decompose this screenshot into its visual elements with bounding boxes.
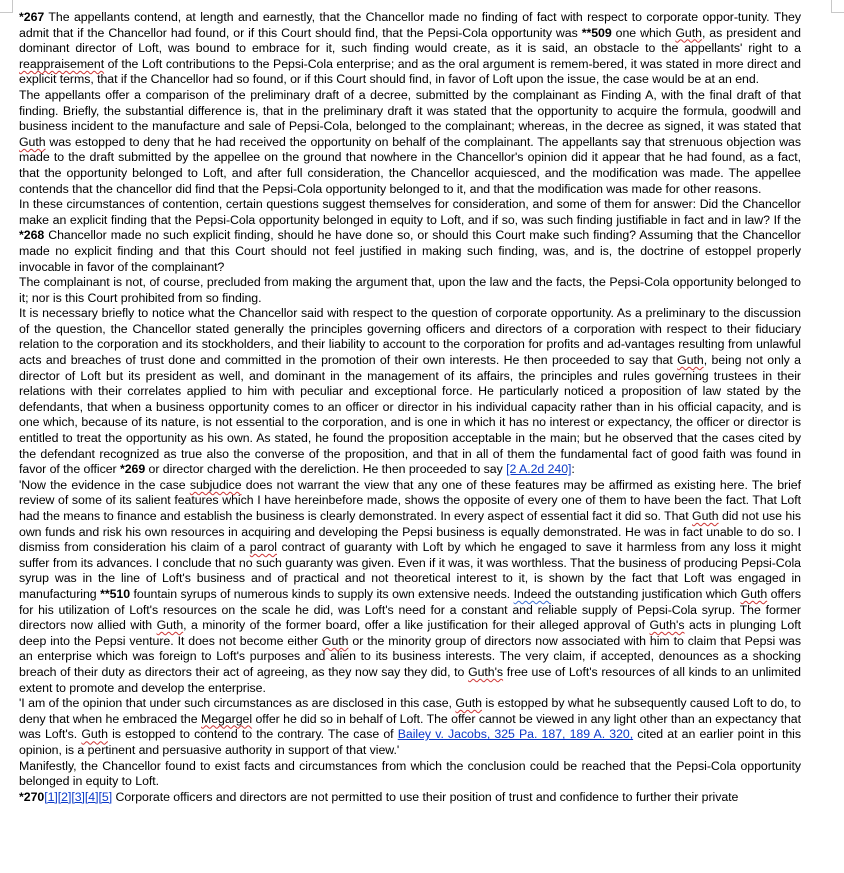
page-marker: *268 (19, 228, 45, 243)
paragraph (19, 790, 801, 806)
spellcheck-flagged-word: Guth's (649, 618, 685, 633)
spellcheck-flagged-word: parol (249, 540, 277, 555)
paragraph (19, 10, 801, 88)
paragraph (19, 197, 801, 275)
text-run: Chancellor made no such explicit finding, should he have done so, or should this Court make such finding? Assuming that the Chancellor made no explicit finding and that this Court should not feel justified in making such finding, was, and is, the doctrine of estoppel properly invocable in favor of the complainant? (19, 228, 801, 274)
text-run: offers for his utilization of Loft's resources on the scale he did, was Loft's need for a constant and reliable supply of Pepsi-Cola syrup. The former directors now allied with (19, 586, 801, 633)
text-run: was estopped to deny that he had received the opportunity on behalf of the complainant. The appellants say that strenuous objection was made to the draft submitted by the appellee on the ground that nowhere in the Chancellor's opinion did it appear that he had found, as a fact, that the opportunity belonged to Loft, and after full consideration, the Chancellor acquiesced, and the modification was made. The appellee contends that the chancellor did find that the Pepsi-Cola opportunity belonged to it, and that the modification was made for other reasons. (19, 134, 801, 196)
paragraph (19, 306, 801, 478)
text-run: does not warrant the view that any one of these features may be affirmed as existing here. The brief review of some of its salient features which I have hereinbefore made, shows the opposite of every one of them to have been the fact. That Loft had the means to finance and establish the business is clearly demonstrated. In every aspect of essential fact it did so. That (19, 477, 801, 523)
spellcheck-flagged-word: Indeed (513, 586, 552, 601)
citation-link[interactable]: [2 A.2d 240] (506, 462, 572, 477)
text-run: The appellants contend, at length and earnestly, that the Chancellor made no finding of fact with respect to corporate oppor-tunity. They admit that if the Chancellor had found, or if this Court should find, that the Pepsi-Cola opportunity was (19, 10, 801, 40)
paragraph (19, 759, 801, 790)
text-run: one which (611, 25, 676, 40)
spellcheck-flagged-word: Guth (321, 633, 349, 648)
text-run: of the Loft contributions to the Pepsi-Cola enterprise; and as the oral argument is remem-bered, it was stated in more direct and explicit terms, that if the Chancellor had so found, or if this Court should find, in favor of Loft upon the issue, the case would be at an end. (19, 56, 801, 87)
document-body (19, 10, 801, 805)
text-run: is estopped to contend to the contrary. The case of (107, 727, 398, 742)
text-run: or director charged with the dereliction. He then proceeded to say (145, 462, 507, 477)
page-marker: *269 (119, 462, 146, 477)
spellcheck-flagged-word: Guth (156, 618, 184, 633)
page-corner-mark-right (831, 0, 844, 13)
citation-link[interactable]: Bailey v. Jacobs, 325 Pa. 187, 189 A. 320, (397, 727, 634, 742)
text-run: , being not only a director of Loft but its president as well, and dominant in the management of its affairs, the principles and rules governing trustees in their relations with their correlates applied to him with peculiar and exceptional force. He particularly noticed a proposition of law stated by the defendants, that when a business opportunity comes to an officer or director in his individual capacity rather than in his official capacity, and is one which, because of its nature, is not essential to the corporation, and is one in which it has no interest or expectancy, the officer or director is entitled to treat the opportunity as his own. As stated, he found the proposition acceptable in the main; but he observed that the cases cited by the defendant recognized as true also the converse of the proposition, and that in all of them the fundamental fact of good faith was found in favor of the officer (19, 353, 801, 477)
text-run: cited at an earlier point in this opinion, is a pertinent and persuasive authority in support of that view.' (19, 727, 801, 757)
spellcheck-flagged-word: Megargel (200, 711, 253, 726)
page-marker: **509 (581, 25, 612, 40)
spellcheck-flagged-word: Guth (677, 353, 704, 368)
paragraph (19, 88, 801, 197)
page-marker: *270 (19, 789, 45, 804)
text-run: or the minority group of directors now associated with him to claim that Pepsi was an enterprise which was foreign to Loft's purposes and alien to its business interests. The very claim, if accepted, denounces as a shocking breach of their duty as directors their act of agreeing, as they now say they did, to (19, 633, 801, 679)
spellcheck-flagged-word: Guth (675, 25, 702, 40)
spellcheck-flagged-word: Guth (740, 586, 768, 601)
paragraph (19, 478, 801, 696)
spellcheck-flagged-word: Guth (81, 727, 108, 742)
text-run: is estopped by what he subsequently caused Loft to do, to deny that when he embraced the (19, 696, 801, 726)
paragraph (19, 696, 801, 758)
text-run: acts in plunging Loft deep into the Pepsi venture. It does not become either (19, 618, 801, 648)
citation-link[interactable]: [1][2][3][4][5] (44, 789, 113, 804)
text-run: The appellants offer a comparison of the preliminary draft of a decree, submitted by the complainant as Finding A, with the final draft of that finding. Briefly, the substantial difference is, that in the preliminary draft it was stated that the opportunity to acquire the formula, goodwill and business incident to the manufacture and sale of Pepsi-Cola, belonged to the complainant; whereas, in the decree as signed, it was stated that (19, 87, 801, 134)
text-run: free use of Loft's resources of all kinds to an unlimited extent to promote and develop the enterprise. (19, 664, 801, 695)
text-run: 'Now the evidence in the case (19, 477, 190, 492)
spellcheck-flagged-word: subjudice (189, 477, 242, 492)
spellcheck-flagged-word: Guth (692, 509, 719, 523)
text-run: , a minority of the former board, offer a like justification for their alleged approval of (183, 618, 650, 633)
text-run: In these circumstances of contention, certain questions suggest themselves for consideration, and some of them for answer: Did the Chancellor make an explicit finding that the Pepsi-Cola opportunity belonged in equity to Loft, and if so, was such finding justifiable in fact and in law? If the (19, 197, 801, 227)
text-run: did not use his own funds and risk his own resources in acquiring and developing the Pepsi business is equally demonstrated. He was in fact unable to do so. I dismiss from consideration his claim of a (19, 509, 802, 555)
text-run: , as president and dominant director of Loft, was bound to embrace for it, such finding would create, as it is said, an obstacle to the appellants' right to a (19, 25, 801, 56)
spellcheck-flagged-word: Guth (19, 134, 46, 149)
text-run: fountain syrups of numerous kinds to supply its own extensive needs. (130, 586, 514, 601)
text-run: The complainant is not, of course, precluded from making the argument that, upon the law and the facts, the Pepsi-Cola opportunity belonged to it; nor is this Court prohibited from so finding. (19, 275, 801, 305)
text-run: It is necessary briefly to notice what the Chancellor said with respect to the question of corporate opportunity. As a preliminary to the discussion of the question, the Chancellor stated generally the principles governing officers and directors of a corporation with respect to their fiduciary relation to the corporation and its stockholders, and their liability to account to the corporation for profits and ad-vantages resulting from unlawful acts and breaches of trust done and committed in the promotion of their own interests. He then proceeded to say that (19, 306, 801, 368)
text-run: Manifestly, the Chancellor found to exist facts and circumstances from which the conclusion could be reached that the Pepsi-Cola opportunity belonged in equity to Loft. (19, 758, 801, 789)
text-run: Corporate officers and directors are not permitted to use their position of trust and confidence to further their private (112, 789, 739, 804)
text-run: 'I am of the opinion that under such circumstances as are disclosed in this case, (19, 696, 456, 711)
page-marker: *267 (19, 10, 45, 24)
spellcheck-flagged-word: Guth's (468, 664, 504, 679)
text-run: offer he did so in behalf of Loft. The offer cannot be viewed in any light other than an expectancy that was Loft's. (19, 711, 801, 742)
spellcheck-flagged-word: Guth (455, 696, 482, 711)
text-run: : (571, 462, 575, 477)
paragraph (19, 275, 801, 306)
text-run: the outstanding justification which (551, 586, 741, 601)
page-corner-mark-left (0, 0, 13, 13)
text-run: contract of guaranty with Loft by which he engaged to save it harmless from any loss it might suffer from its advances. I conclude that no such guaranty was given. Even if it was, it was worthless. That the business of producing Pepsi-Cola syrup was in the line of Loft's business and of practical and not theoretical interest to it, is shown by the fact that Loft was engaged in manufacturing (19, 540, 801, 601)
page-marker: **510 (100, 586, 131, 601)
spellcheck-flagged-word: reappraisement (19, 56, 105, 71)
